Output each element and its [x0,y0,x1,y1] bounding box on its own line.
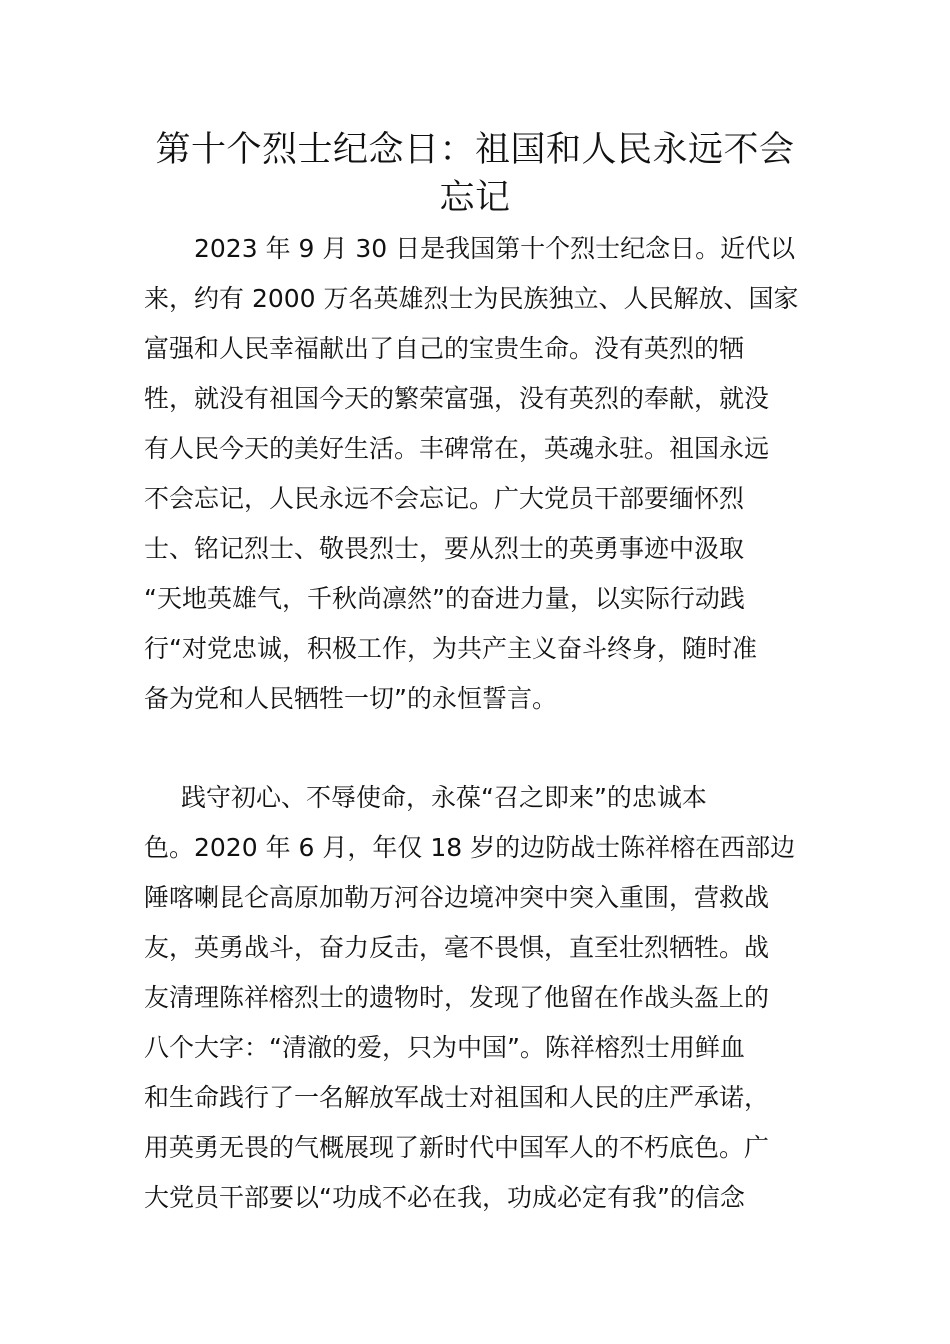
paragraph-line: 富强和人民幸福献出了自己的宝贵生命。没有英烈的牺 [144,334,745,363]
paragraph-line: 士、铭记烈士、敬畏烈士，要从烈士的英勇事迹中汲取 [144,534,745,563]
paragraph-line: 备为党和人民牺牲一切”的永恒誓言。 [144,684,557,713]
paragraph-line: 有人民今天的美好生活。丰碑常在，英魂永驻。祖国永远 [144,434,770,463]
paragraph-line: 用英勇无畏的气概展现了新时代中国军人的不朽底色。广 [144,1133,770,1162]
paragraph-line: 不会忘记，人民永远不会忘记。广大党员干部要缅怀烈 [144,484,745,513]
document-title [130,126,820,222]
paragraph-line: 行“对党忠诚，积极工作，为共产主义奋斗终身，随时准 [144,634,757,663]
paragraph-line: 色。2020 年 6 月，年仅 18 岁的边防战士陈祥榕在西部边 [144,833,796,862]
paragraph-line: 大党员干部要以“功成不必在我，功成必定有我”的信念 [144,1183,745,1212]
paragraph-line: 友清理陈祥榕烈士的遗物时，发现了他留在作战头盔上的 [144,983,770,1012]
paragraph-line: 和生命践行了一名解放军战士对祖国和人民的庄严承诺， [144,1083,770,1112]
paragraph-line: “天地英雄气，千秋尚凛然”的奋进力量，以实际行动践 [144,584,745,613]
paragraph-line: 友，英勇战斗，奋力反击，毫不畏惧，直至壮烈牺牲。战 [144,933,770,962]
paragraph-line: 八个大字：“清澈的爱，只为中国”。陈祥榕烈士用鲜血 [144,1033,745,1062]
paragraph-line: 来，约有 2000 万名英雄烈士为民族独立、人民解放、国家 [144,284,799,313]
title-line-1: 第十个烈士纪念日：祖国和人民永远不会 [155,130,795,170]
paragraph-line: 2023 年 9 月 30 日是我国第十个烈士纪念日。近代以 [194,234,796,263]
paragraph-line: 陲喀喇昆仑高原加勒万河谷边境冲突中突入重围，营救战 [144,883,770,912]
paragraph-line: 牲，就没有祖国今天的繁荣富强，没有英烈的奉献，就没 [144,384,770,413]
title-line-2: 忘记 [439,178,511,218]
paragraph-line: 践守初心、不辱使命，永葆“召之即来”的忠诚本 [181,783,707,812]
